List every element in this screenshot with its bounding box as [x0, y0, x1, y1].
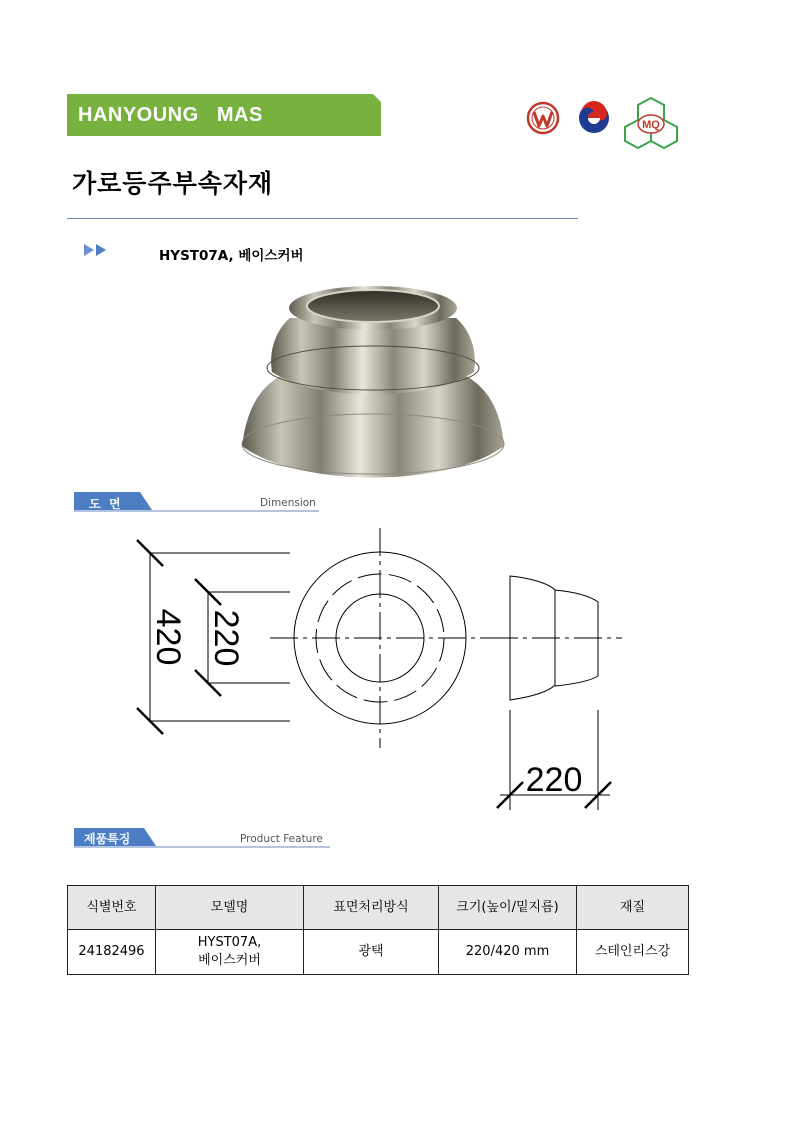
- cell-size: 220/420 mm: [439, 930, 577, 975]
- cell-finish: 광택: [304, 930, 439, 975]
- item-heading: HYST07A, 베이스커버: [159, 248, 304, 264]
- cell-model-line1: HYST07A,: [197, 935, 262, 950]
- header-material: 재질: [577, 886, 689, 930]
- spec-table: [67, 885, 689, 975]
- header-model: 모델명: [156, 886, 304, 930]
- cell-model: [156, 930, 304, 975]
- double-arrow-icon: [84, 243, 112, 257]
- korea-taegeuk-logo: [578, 96, 610, 138]
- dim-height: 220: [525, 761, 583, 799]
- title-divider: [67, 218, 578, 219]
- brand-name: HANYOUNG MAS: [78, 104, 263, 126]
- table-header-row: [68, 886, 689, 930]
- header-finish: 표면처리방식: [304, 886, 439, 930]
- section-title-dimension: 도 면: [89, 497, 121, 511]
- cell-model-line2: 베이스커버: [198, 953, 261, 968]
- page-title: 가로등주부속자재: [72, 169, 274, 198]
- section-subtitle-dimension: Dimension: [260, 497, 316, 509]
- dim-inner-diameter: 220: [207, 609, 246, 667]
- cell-id: 24182496: [68, 930, 156, 975]
- header-id: 식별번호: [68, 886, 156, 930]
- mq-quality-logo: [624, 96, 678, 150]
- dimension-drawing: [120, 525, 640, 825]
- section-subtitle-feature: Product Feature: [240, 833, 323, 845]
- dim-outer-diameter: 420: [149, 608, 188, 666]
- cell-material: 스테인리스강: [577, 930, 689, 975]
- product-photo: [238, 278, 508, 482]
- mq-logo-text: MQ: [642, 119, 660, 131]
- header-size: 크기(높이/밑지름): [439, 886, 577, 930]
- table-row: [68, 930, 689, 975]
- kc-mark-logo: [526, 96, 560, 138]
- section-title-feature: 제품특징: [84, 832, 131, 846]
